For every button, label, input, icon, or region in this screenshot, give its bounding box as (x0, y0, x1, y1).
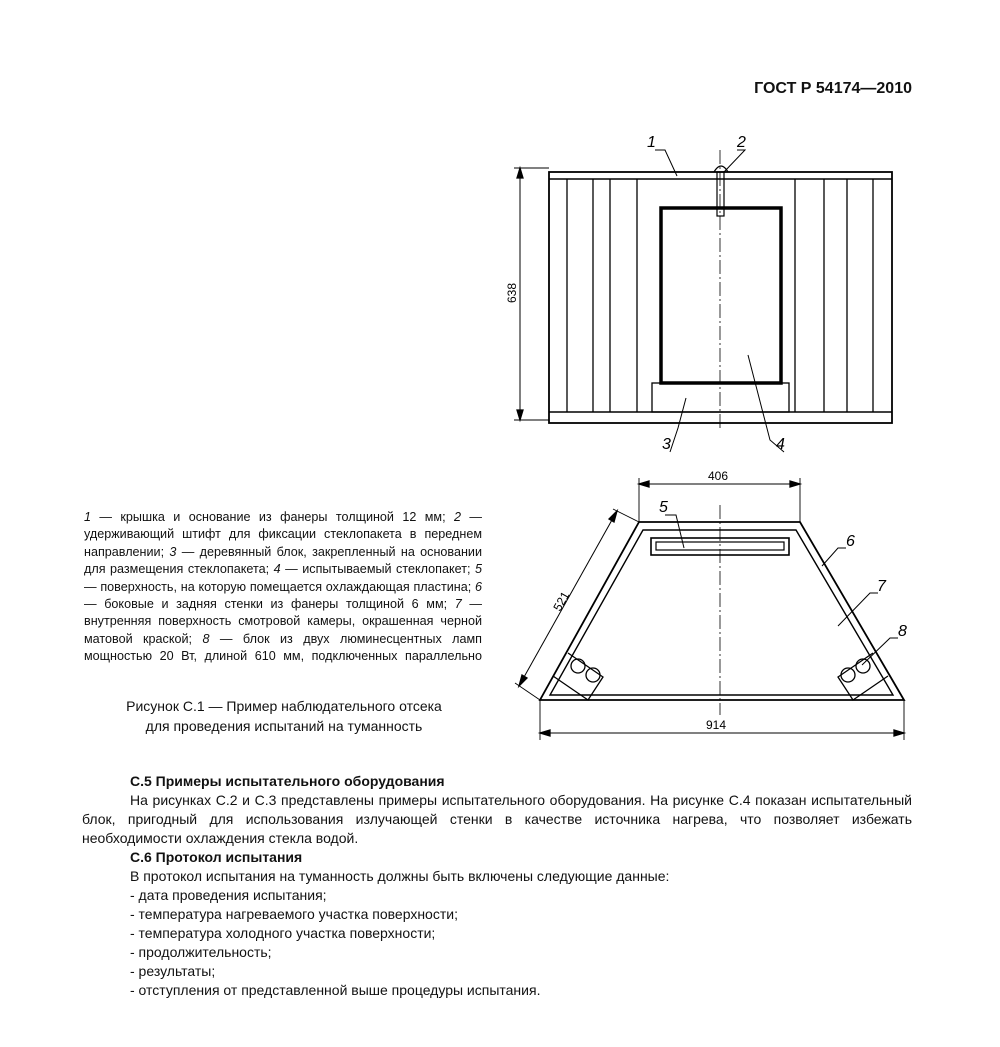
legend-text: — боковые и задняя стенки из фанеры толщиной 6 мм; (84, 597, 455, 612)
dim-height-638: 638 (505, 282, 519, 303)
document-body (82, 772, 912, 1000)
figure-legend (84, 509, 482, 666)
legend-num: 5 (474, 562, 482, 577)
figure-label-5: 5 (659, 499, 668, 516)
front-view (514, 150, 892, 452)
figure-label-8: 8 (898, 623, 907, 640)
figure-label-6: 6 (846, 533, 855, 550)
section-c6-title: С.6 Протокол испытания (130, 849, 303, 865)
dim-slant-521: 521 (550, 589, 573, 614)
list-item: - отступления от представленной выше процедуры испытания. (130, 982, 541, 998)
caption-line-2: для проведения испытаний на туманность (145, 718, 423, 734)
figure-label-7: 7 (877, 578, 886, 595)
figure-label-2: 2 (737, 134, 746, 151)
list-item: - температура нагреваемого участка поверхности; (130, 906, 458, 922)
dim-bottom-width-914: 914 (706, 718, 727, 732)
legend-num: 6 (474, 579, 482, 594)
caption-line-1: Рисунок С.1 — Пример наблюдательного отсека (126, 698, 442, 714)
section-c6-intro: В протокол испытания на туманность должны быть включены следующие данные: (130, 868, 670, 884)
legend-num: 7 (454, 597, 462, 612)
legend-text: — внутренняя поверхность смотровой камеры, окрашенная черной матовой краской; (84, 597, 482, 646)
section-c5-text: На рисунках С.2 и С.3 представлены примеры испытательного оборудования. На рисунке С.4 показан испытательный блок, пригодный для использования излучающей стенки в качестве источника нагрева, что позволяет избежать необходимости охлаждения стекла водой. (82, 792, 912, 846)
list-item: - результаты; (130, 963, 216, 979)
plan-view (515, 478, 904, 740)
figure-caption (84, 696, 484, 736)
figure-label-3: 3 (662, 436, 671, 453)
legend-num: 3 (169, 544, 177, 559)
legend-text: — удерживающий штифт для фиксации стеклопакета в переднем направлении; (84, 510, 482, 559)
figure-label-1: 1 (647, 134, 656, 151)
section-c5-title: С.5 Примеры испытательного оборудования (130, 773, 445, 789)
list-item: - температура холодного участка поверхности; (130, 925, 436, 941)
list-item: - дата проведения испытания; (130, 887, 327, 903)
legend-text: — поверхность, на которую помещается охлаждающая пластина; (84, 579, 475, 594)
figure-label-4: 4 (776, 436, 785, 453)
legend-text: — блок из двух люминесцентных ламп мощностью 20 Вт, длиной 610 мм, подключенных параллельно (84, 631, 482, 664)
legend-num: 1 (84, 510, 92, 524)
legend-num: 4 (273, 562, 281, 577)
list-item: - продолжительность; (130, 944, 272, 960)
legend-text: — крышка и основание из фанеры толщиной 12 мм; (91, 510, 454, 524)
legend-text: — деревянный блок, закрепленный на основании для размещения стеклопакета; (84, 544, 482, 577)
legend-text: — испытываемый стеклопакет; (280, 562, 475, 577)
legend-num: 2 (453, 510, 461, 524)
document-code: ГОСТ Р 54174—2010 (754, 80, 912, 97)
legend-num: 8 (202, 631, 210, 646)
dim-top-width-406: 406 (708, 469, 729, 483)
